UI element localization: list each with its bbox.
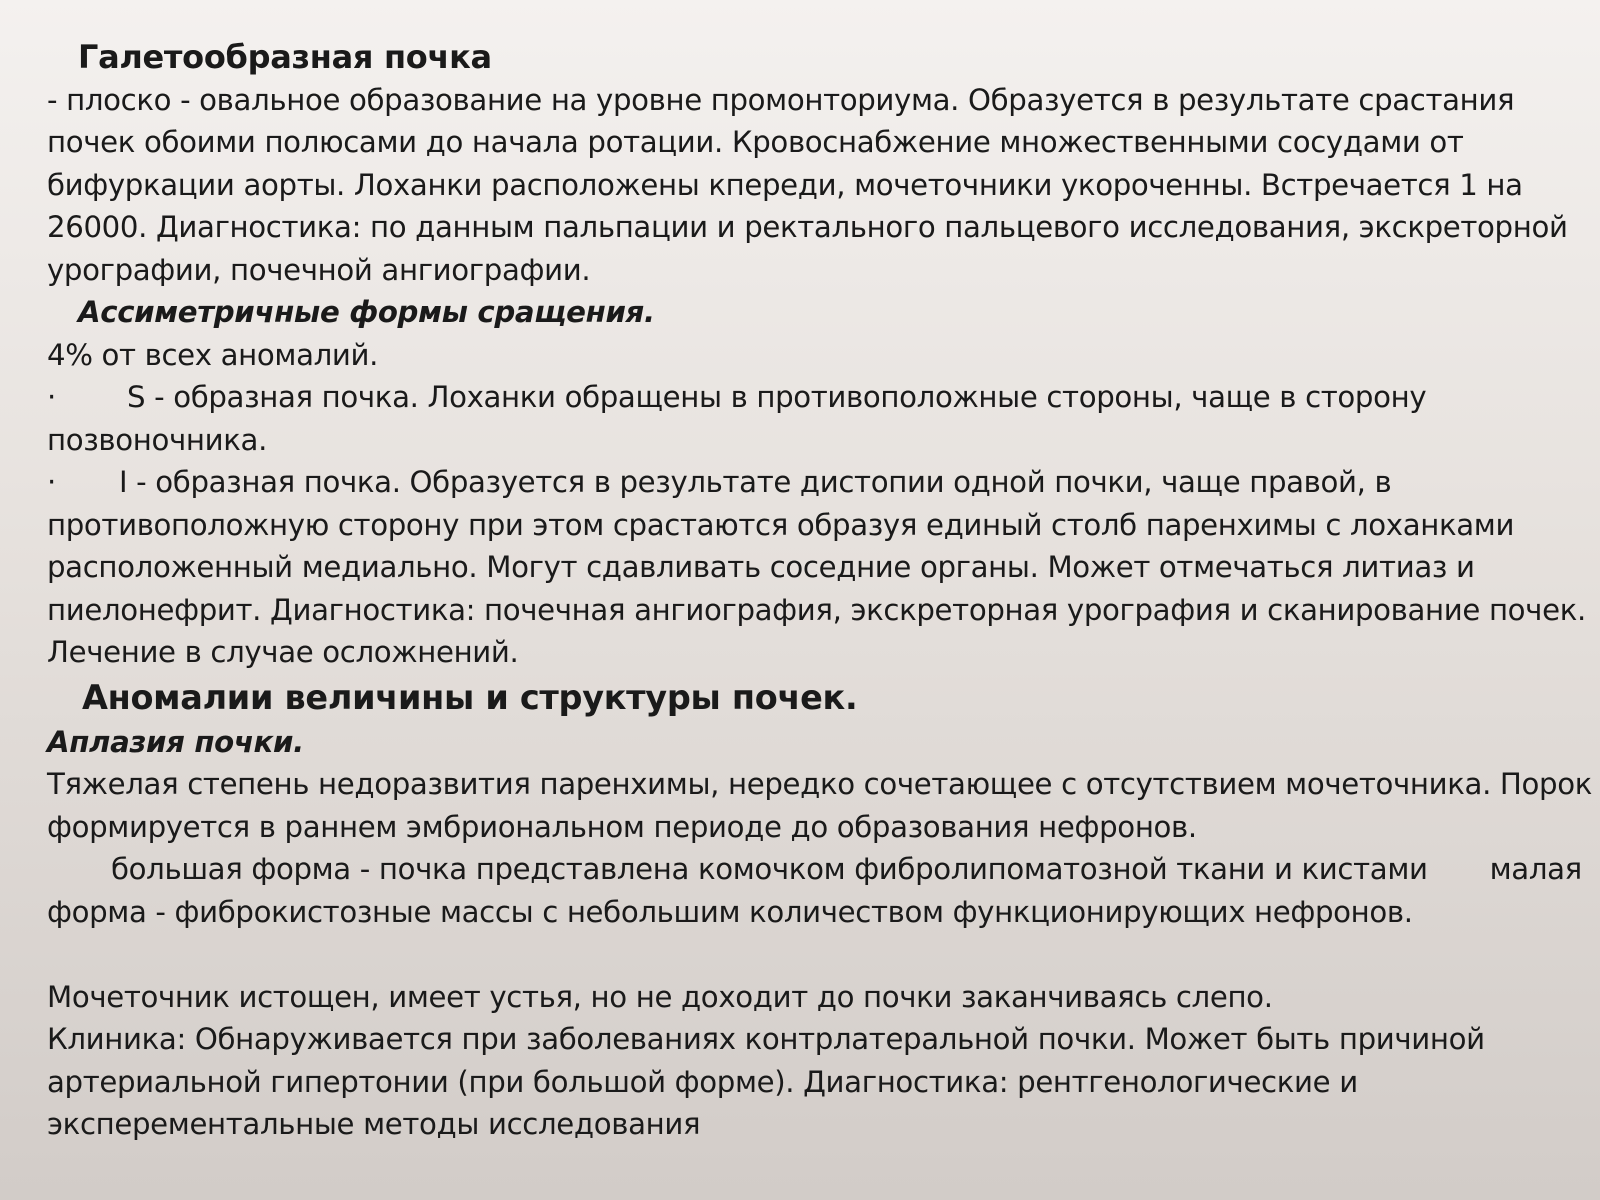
bullet-item-s-shaped [47, 376, 1576, 419]
subsection-title-aplasia: Аплазия почки. [47, 724, 304, 759]
blank-line [47, 933, 1576, 976]
bullet-marker: · [47, 465, 56, 499]
paragraph-line: 4% от всех аномалий. [47, 337, 379, 372]
bullet-marker: · [47, 380, 56, 414]
paragraph-line: 26000. Диагностика: по данным пальпации и ректального пальцевого исследования, экскреторной [47, 210, 1568, 244]
paragraph-line: урографии, почечной ангиографии. [47, 252, 591, 287]
paragraph-line: пиелонефрит. Диагностика: почечная ангиография, экскреторная урография и сканирование почек. [47, 592, 1586, 627]
forms-line [47, 848, 1582, 891]
paragraph-line: почек обоими полюсами до начала ротации. Кровоснабжение множественными сосудами от [47, 125, 1464, 159]
paragraph-line: Клиника: Обнаруживается при заболеваниях контрлатеральной почки. Может быть причиной [47, 1022, 1485, 1056]
paragraph-line: эксперементальные методы исследования [47, 1107, 701, 1141]
paragraph-line: противоположную сторону при этом срастаются образуя единый столб паренхимы с лоханками [47, 507, 1515, 542]
small-form-start: малая [1489, 852, 1582, 886]
paragraph-line: бифуркации аорты. Лоханки расположены кпереди, мочеточники укороченны. Встречается 1 на [47, 167, 1523, 202]
section-title-asymmetric: Ассиметричные формы сращения. [78, 295, 655, 329]
section-title-anomalies: Аномалии величины и структуры почек. [82, 677, 858, 717]
paragraph-line: расположенный медиально. Могут сдавливать соседние органы. Может отмечаться литиаз и [47, 550, 1475, 584]
bullet-item-i-shaped [47, 461, 1576, 504]
paragraph-line: форма - фиброкистозные массы с небольшим количеством функционирующих нефронов. [47, 894, 1413, 929]
paragraph-line: Мочеточник истощен, имеет устья, но не доходит до почки заканчиваясь слепо. [47, 979, 1273, 1014]
paragraph-line: формируется в раннем эмбриональном периоде до образования нефронов. [47, 809, 1197, 844]
section-title-galetoobraznaya: Галетообразная почка [78, 38, 492, 76]
paragraph-line: Тяжелая степень недоразвития паренхимы, нередко сочетающее с отсутствием мочеточника. Порок [47, 767, 1592, 801]
paragraph-line: артериальной гипертонии (при большой форме). Диагностика: рентгенологические и [47, 1064, 1358, 1099]
bullet-text: I - образная почка. Образуется в результате дистопии одной почки, чаще правой, в [119, 465, 1392, 499]
big-form-text: большая форма - почка представлена комочком фибролипоматозной ткани и кистами [111, 852, 1428, 886]
bullet-text: S - образная почка. Лоханки обращены в противоположные стороны, чаще в сторону [127, 380, 1427, 414]
paragraph-line: Лечение в случае осложнений. [47, 635, 519, 669]
paragraph-line: - плоско - овальное образование на уровне промонториума. Образуется в результате срастания [47, 82, 1515, 117]
paragraph-line: позвоночника. [47, 422, 268, 457]
